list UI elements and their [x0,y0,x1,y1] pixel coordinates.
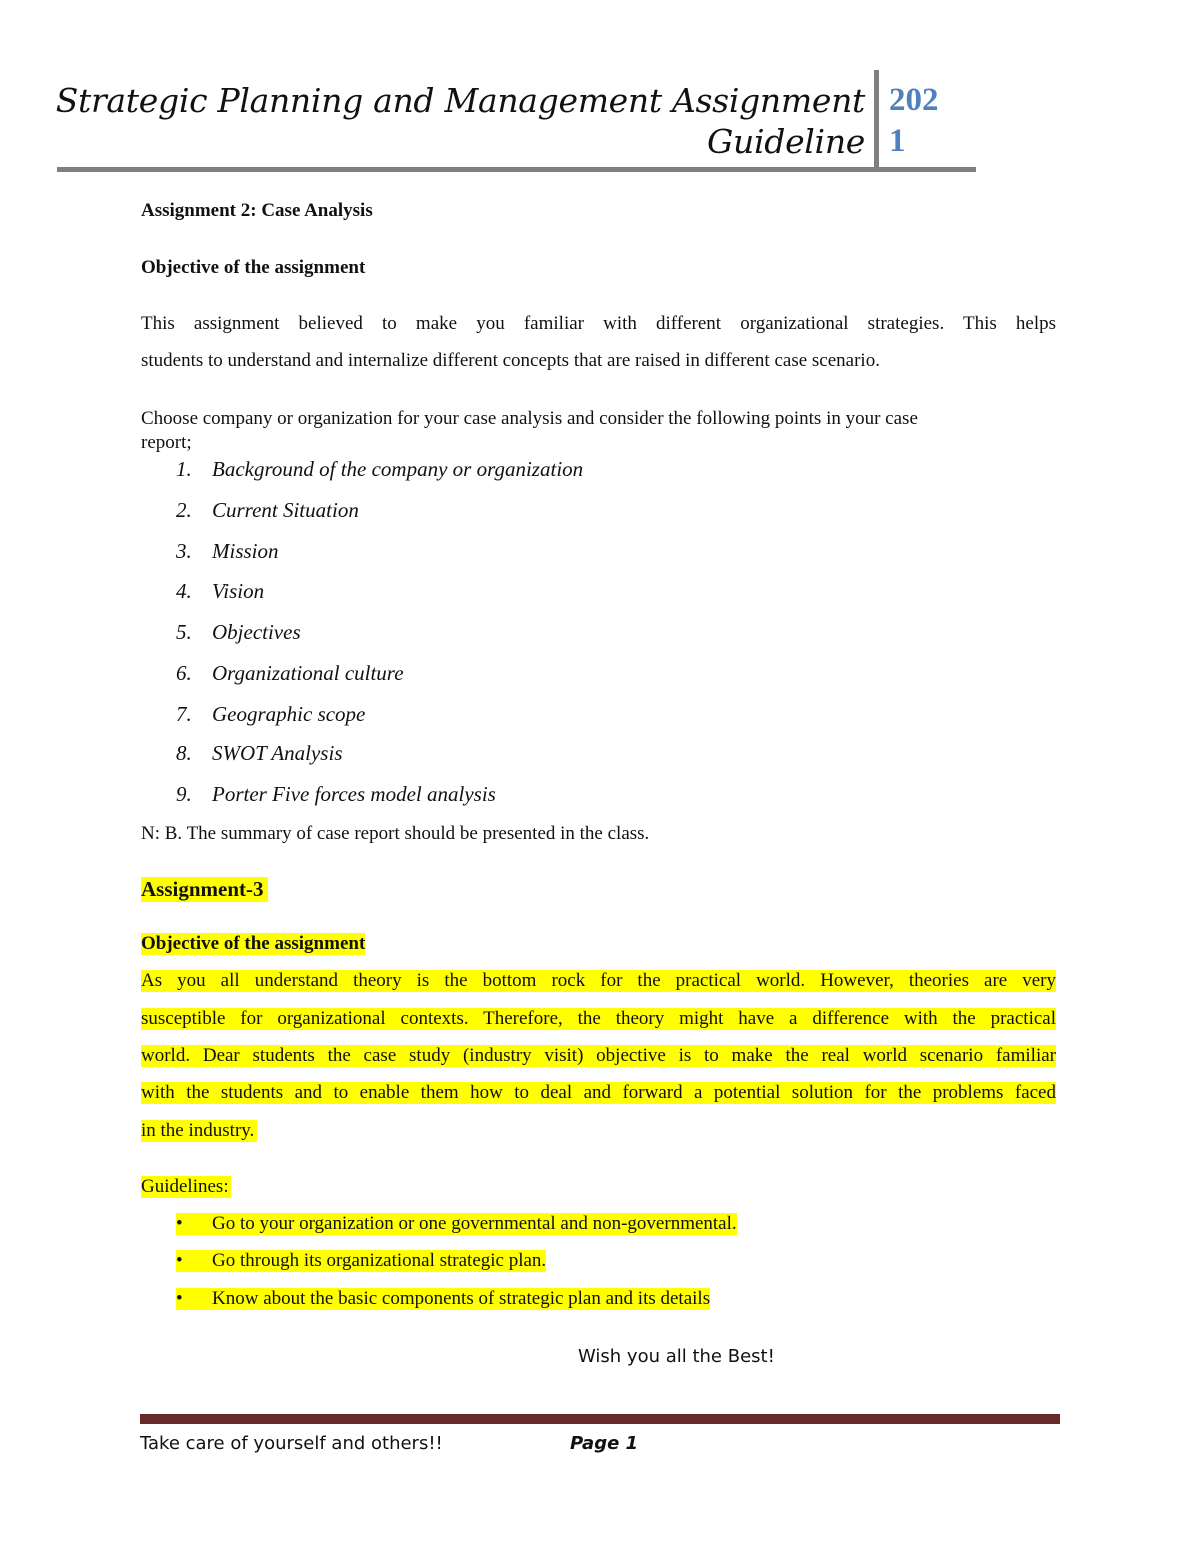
assignment3-paragraph-line2: susceptible for organizational contexts. Therefore, the theory might have a difference with the practical [141,1008,1056,1029]
list-item: 7. Geographic scope [176,702,366,726]
list-item: 3. Mission [176,539,279,563]
header-divider-vertical [874,70,879,170]
header-divider-horizontal [57,167,976,172]
assignment3-objective-heading: Objective of the assignment [141,933,366,954]
assignment2-instruction-line2: report; [141,432,192,453]
list-item: • Go to your organization or one governmental and non-governmental. [176,1213,737,1234]
page-number: Page 1 [570,1433,639,1454]
assignment3-paragraph-line4: with the students and to enable them how to deal and forward a potential solution for the problems faced [141,1082,1056,1103]
list-item: • Go through its organizational strategic plan. [176,1250,547,1271]
header-year-line2: 1 [889,123,906,159]
list-item: 8. SWOT Analysis [176,741,343,765]
document-title-line2: Guideline [706,122,865,161]
list-item: 4. Vision [176,579,265,603]
assignment2-objective-heading: Objective of the assignment [141,257,366,278]
closing-message: Wish you all the Best! [578,1346,775,1367]
assignment2-instruction-line1: Choose company or organization for your case analysis and consider the following points in your case [141,408,918,429]
assignment2-heading: Assignment 2: Case Analysis [141,200,373,221]
bullet-icon: • [176,1288,183,1309]
list-item: 6. Organizational culture [176,661,404,685]
list-item: • Know about the basic components of strategic plan and its details [176,1288,711,1309]
header-year-line1: 202 [889,82,939,118]
bullet-icon: • [176,1213,183,1234]
bullet-icon: • [176,1250,183,1271]
list-item: 1. Background of the company or organization [176,457,584,481]
document-title-line1: Strategic Planning and Management Assignment [55,81,865,120]
assignment3-heading: Assignment-3 [141,877,268,902]
footer-divider [140,1414,1060,1424]
list-item: 2. Current Situation [176,498,359,522]
assignment2-objective-line2: students to understand and internalize different concepts that are raised in different case scenario. [141,350,880,371]
footer-tagline: Take care of yourself and others!! [140,1433,443,1454]
assignment2-note: N: B. The summary of case report should be presented in the class. [141,823,650,844]
list-item: 5. Objectives [176,620,301,644]
assignment3-paragraph-line5: in the industry. [141,1120,257,1142]
list-item: 9. Porter Five forces model analysis [176,782,496,806]
assignment2-objective-line1: This assignment believed to make you familiar with different organizational strategies. This helps [141,313,1056,334]
assignment3-paragraph-line3: world. Dear students the case study (industry visit) objective is to make the real world scenario familiar [141,1045,1056,1066]
assignment3-paragraph-line1: As you all understand theory is the bottom rock for the practical world. However, theories are very [141,970,1056,991]
guidelines-label: Guidelines: [141,1176,229,1197]
